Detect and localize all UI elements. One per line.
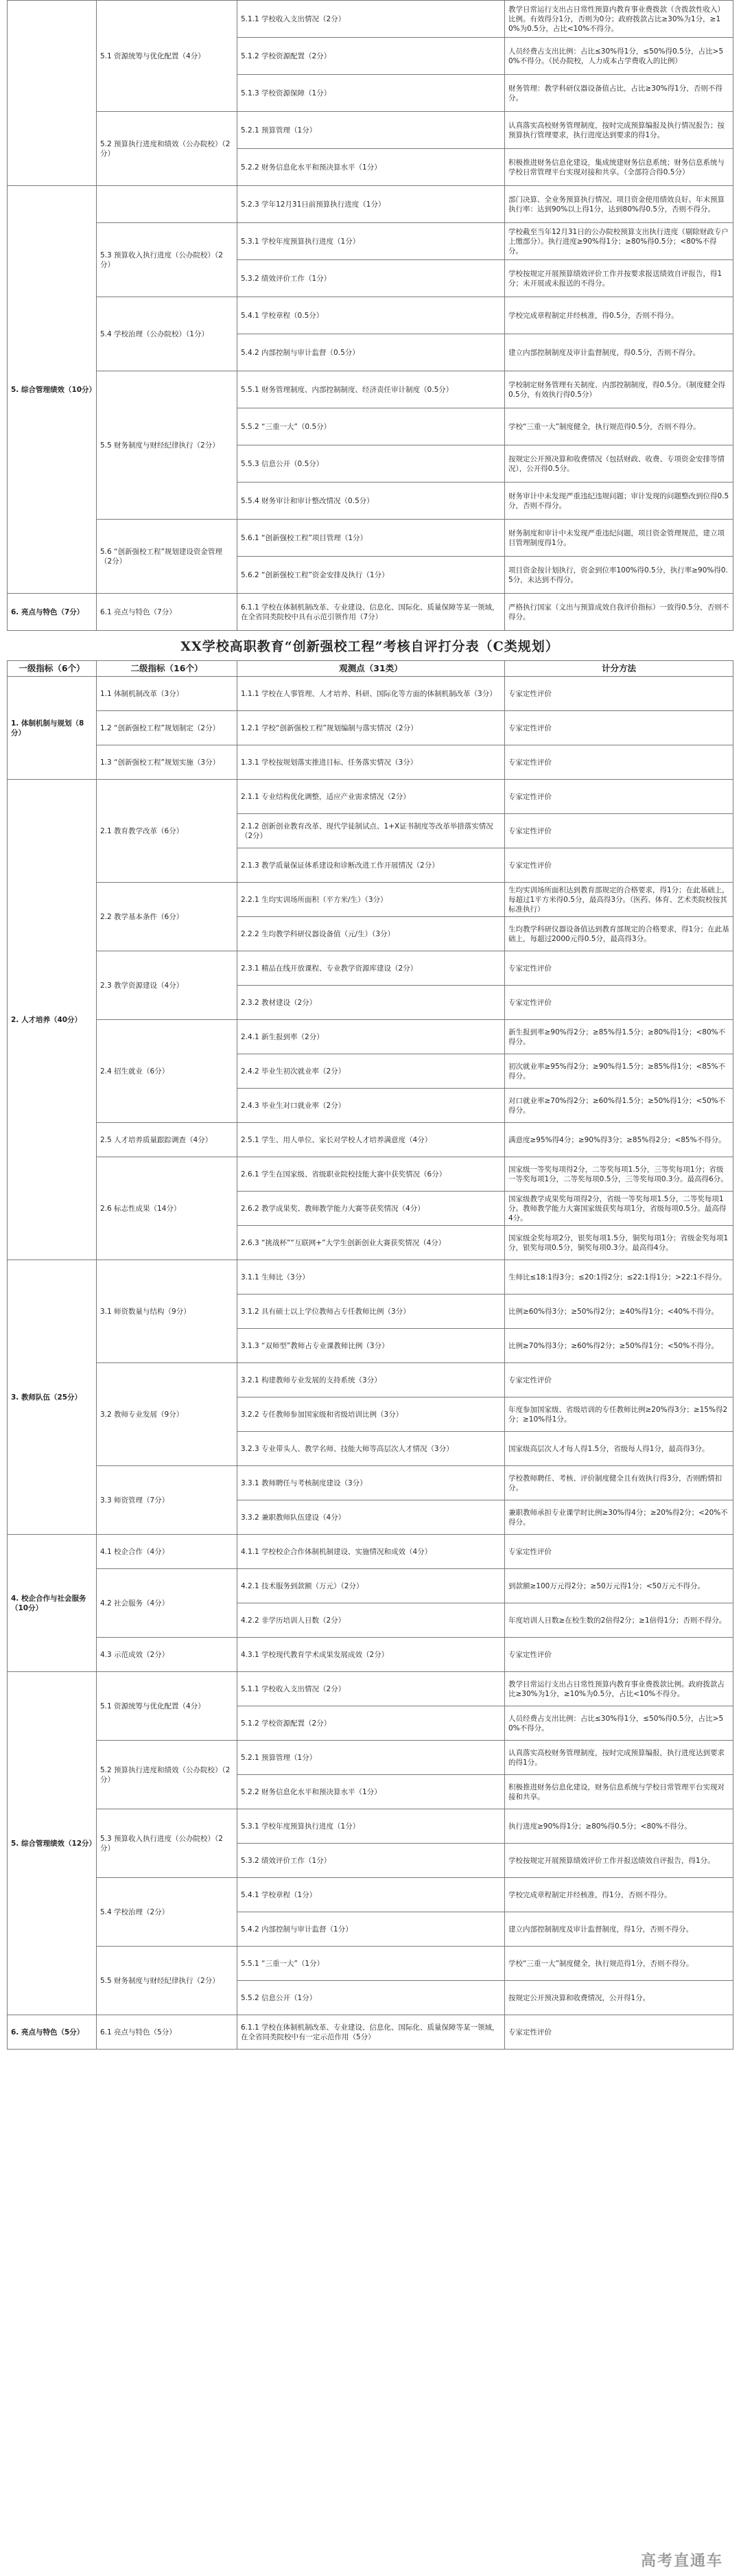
level2-indicator-cell: 6.1 亮点与特色（7分） (97, 594, 237, 631)
scoring-method-cell: 人员经费占支出比例：占比≤30%得1分，≤50%得0.5分，占比>50%不得分。（民办院校，人力成本占学费收入的比例） (505, 38, 733, 75)
observation-point-cell: 5.1.2 学校资源配置（2分） (237, 38, 505, 75)
observation-point-cell: 2.1.2 创新创业教育改革、现代学徒制试点、1+X证书制度等改革举措落实情况（2分） (237, 814, 505, 848)
observation-point-cell: 5.5.2 信息公开（1分） (237, 1981, 505, 2015)
table-row (8, 1, 733, 38)
scoring-method-cell: 建立内部控制制度及审计监督制度，得1分，否则不得分。 (505, 1912, 733, 1947)
scoring-method-cell: 学校完成章程制定并经核准，得1分，否则不得分。 (505, 1878, 733, 1912)
level2-indicator-cell: 2.5 人才培养质量跟踪调查（4分） (97, 1123, 237, 1157)
table-row (8, 1535, 733, 1569)
scoring-method-cell: 生师比≤18:1得3分；≤20:1得2分；≤22:1得1分；>22:1不得分。 (505, 1260, 733, 1295)
table-row (8, 1260, 733, 1295)
table-row (8, 186, 733, 223)
scoring-method-cell: 专家定性评价 (505, 711, 733, 745)
table-row (8, 711, 733, 745)
scoring-table (7, 660, 733, 2050)
scoring-method-cell: 初次就业率≥95%得2分；≥90%得1.5分；≥85%得1分；<85%不得分。 (505, 1054, 733, 1089)
observation-point-cell: 5.6.1 “创新强校工程”项目管理（1分） (237, 520, 505, 557)
scoring-method-cell: 执行进度≥90%得1分；≥80%得0.5分；<80%不得分。 (505, 1809, 733, 1844)
observation-point-cell: 6.1.1 学校在体制机制改革、专业建设、信息化、国际化、质量保障等某一领域，在全省同类院校中有一定示范作用（5分） (237, 2015, 505, 2050)
scoring-method-cell: 认真落实高校财务管理制度，按时完成预算编报及执行情况报告；按预算执行管理要求，执行进度达到要求的得1分。 (505, 112, 733, 149)
scoring-method-cell: 专家定性评价 (505, 986, 733, 1020)
table-row (8, 371, 733, 408)
scoring-method-cell: 专家定性评价 (505, 1535, 733, 1569)
scoring-method-cell: 学校制定财务管理有关制度、内部控制制度，得0.5分。（制度健全得0.5分，有效执行得0.5分） (505, 371, 733, 408)
observation-point-cell: 2.1.3 教学质量保证体系建设和诊断改进工作开展情况（2分） (237, 848, 505, 883)
observation-point-cell: 2.2.2 生均教学科研仪器设备值（元/生）（3分） (237, 917, 505, 951)
level2-indicator-cell: 5.5 财务制度与财经纪律执行（2分） (97, 1947, 237, 2015)
table-row (8, 1466, 733, 1500)
observation-point-cell: 5.2.2 财务信息化水平和预决算水平（1分） (237, 149, 505, 186)
level2-indicator-cell: 1.3 “创新强校工程”规划实施（3分） (97, 745, 237, 780)
scoring-method-cell: 兼职教师承担专业课学时比例≥30%得4分；≥20%得2分；<20%不得分。 (505, 1500, 733, 1535)
level2-indicator-cell: 5.2 预算执行进度和绩效（公办院校）（2分） (97, 1741, 237, 1809)
scoring-method-cell: 专家定性评价 (505, 1638, 733, 1672)
table-header-row (8, 661, 733, 677)
scoring-method-cell: 财务审计中未发现严重违纪违规问题；审计发现的问题整改到位得0.5分，否则不得分。 (505, 483, 733, 520)
level1-indicator-cell: 6. 亮点与特色（7分） (8, 594, 97, 631)
table-row (8, 1638, 733, 1672)
observation-point-cell: 5.5.4 财务审计和审计整改情况（0.5分） (237, 483, 505, 520)
observation-point-cell: 2.4.3 毕业生对口就业率（2分） (237, 1089, 505, 1123)
level1-indicator-cell (8, 1, 97, 186)
level2-indicator-cell (97, 186, 237, 223)
observation-point-cell: 5.4.1 学校章程（0.5分） (237, 297, 505, 334)
scoring-method-cell: 专家定性评价 (505, 745, 733, 780)
scoring-method-cell: 生均教学科研仪器设备值达到教育部规定的合格要求，得1分；在此基础上，每超过2000元得0.5分，最高得3分。 (505, 917, 733, 951)
observation-point-cell: 5.1.1 学校收入支出情况（2分） (237, 1, 505, 38)
table-row (8, 677, 733, 711)
table-row (8, 112, 733, 149)
scoring-method-cell: 国家级一等奖每项得2分，二等奖每项1.5分，三等奖每项1分；省级一等奖每项1分，二等奖每项0.5分，三等奖每项0.3分。最高得6分。 (505, 1157, 733, 1192)
scoring-method-cell: 比例≥70%得3分；≥60%得2分；≥50%得1分；<50%不得分。 (505, 1329, 733, 1363)
level1-indicator-cell: 4. 校企合作与社会服务（10分） (8, 1535, 97, 1672)
table-row (8, 1569, 733, 1603)
scoring-method-cell: 国家级金奖每项2分，银奖每项1.5分，铜奖每项1分；省级金奖每项1分，银奖每项0.5分，铜奖每项0.3分。最高得4分。 (505, 1226, 733, 1260)
table-row (8, 1878, 733, 1912)
observation-point-cell: 4.2.1 技术服务到款额（万元）（2分） (237, 1569, 505, 1603)
level2-indicator-cell: 5.5 财务制度与财经纪律执行（2分） (97, 371, 237, 520)
scoring-method-cell: 国家级教学成果奖每项得2分，省级一等奖每项1.5分，二等奖每项1分。教师教学能力大赛国家级获奖每项1分，省级每项0.5分。最高得4分。 (505, 1192, 733, 1226)
observation-point-cell: 3.3.1 教师聘任与考核制度建设（3分） (237, 1466, 505, 1500)
scoring-method-cell: 学校完成章程制定并经核准，得0.5分，否则不得分。 (505, 297, 733, 334)
table-row (8, 1947, 733, 1981)
level2-indicator-cell: 2.1 教育教学改革（6分） (97, 780, 237, 883)
level2-indicator-cell: 5.6 “创新强校工程”规划建设资金管理（2分） (97, 520, 237, 594)
table-row (8, 951, 733, 986)
scoring-method-cell: 专家定性评价 (505, 780, 733, 814)
table-row (8, 1363, 733, 1397)
observation-point-cell: 5.5.1 “三重一大”（1分） (237, 1947, 505, 1981)
observation-point-cell: 2.1.1 专业结构优化调整，适应产业需求情况（2分） (237, 780, 505, 814)
observation-point-cell: 5.2.1 预算管理（1分） (237, 112, 505, 149)
level2-indicator-cell: 6.1 亮点与特色（5分） (97, 2015, 237, 2050)
level2-indicator-cell: 5.1 资源统筹与优化配置（4分） (97, 1672, 237, 1741)
table-row (8, 594, 733, 631)
table-row (8, 520, 733, 557)
level2-indicator-cell: 5.3 预算收入执行进度（公办院校）（2分） (97, 223, 237, 297)
observation-point-cell: 2.6.2 教学成果奖、教师教学能力大赛等获奖情况（4分） (237, 1192, 505, 1226)
level2-indicator-cell: 5.4 学校治理（2分） (97, 1878, 237, 1947)
level1-indicator-cell: 2. 人才培养（40分） (8, 780, 97, 1260)
table-row (8, 1123, 733, 1157)
scoring-method-cell: 项目资金按计划执行，资金到位率100%得0.5分，执行率≥90%得0.5分，未达到不得分。 (505, 557, 733, 594)
observation-point-cell: 5.1.1 学校收入支出情况（2分） (237, 1672, 505, 1706)
table-row (8, 1157, 733, 1192)
scoring-method-cell: 比例≥60%得3分；≥50%得2分；≥40%得1分；<40%不得分。 (505, 1295, 733, 1329)
level1-indicator-cell: 5. 综合管理绩效（12分） (8, 1672, 97, 2015)
scoring-method-cell: 严格执行国家（文出与预算成效自我评价指标）一致得0.5分，否则不得分。 (505, 594, 733, 631)
scoring-method-cell: 认真落实高校财务管理制度，按时完成预算编报，执行进度达到要求的得1分。 (505, 1741, 733, 1775)
observation-point-cell: 2.3.1 精品在线开放课程、专业教学资源库建设（2分） (237, 951, 505, 986)
scoring-method-cell: 专家定性评价 (505, 814, 733, 848)
observation-point-cell: 5.4.2 内部控制与审计监督（0.5分） (237, 334, 505, 371)
observation-point-cell: 1.3.1 学校按规划落实推进目标、任务落实情况（3分） (237, 745, 505, 780)
scoring-method-cell: 按规定公开预决算和收费情况，公开得1分。 (505, 1981, 733, 2015)
watermark-logo: 高考直通车 (640, 2553, 723, 2570)
observation-point-cell: 4.2.2 非学历培训人日数（2分） (237, 1603, 505, 1638)
header-level1: 一级指标（6个） (8, 661, 97, 677)
scoring-method-cell: 人员经费占支出比例：占比≤30%得1分，≤50%得0.5分，占比>50%不得分。 (505, 1706, 733, 1741)
observation-point-cell: 3.3.2 兼职教师队伍建设（4分） (237, 1500, 505, 1535)
scoring-method-cell: 学校“三重一大”制度健全，执行规范得1分，否则不得分。 (505, 1947, 733, 1981)
scoring-method-cell: 国家级高层次人才每人得1.5分，省级每人得1分，最高得3分。 (505, 1432, 733, 1466)
scoring-method-cell: 学校按规定开展预算绩效评价工作并报送绩效自评报告，得1分。 (505, 1844, 733, 1878)
scoring-method-cell: 按规定公开预决算和收费情况（包括财政、收费、专项资金安排等情况），公开得0.5分。 (505, 445, 733, 483)
scoring-method-cell: 学校按规定开展预算绩效评价工作并按要求报送绩效自评报告，得1分；未开展或未报送的不得分。 (505, 260, 733, 297)
header-scoring-method: 计分方法 (505, 661, 733, 677)
level2-indicator-cell: 4.2 社会服务（4分） (97, 1569, 237, 1638)
table-row (8, 1741, 733, 1775)
level2-indicator-cell: 5.2 预算执行进度和绩效（公办院校）（2分） (97, 112, 237, 186)
observation-point-cell: 5.5.3 信息公开（0.5分） (237, 445, 505, 483)
scoring-method-cell: 到款额≥100万元得2分；≥50万元得1分；<50万元不得分。 (505, 1569, 733, 1603)
scoring-method-cell: 生均实训场所面积达到教育部规定的合格要求，得1分；在此基础上，每超过1平方米得0.5分，最高得3分。（医药、体育、艺术类院校按其标准执行） (505, 883, 733, 917)
observation-point-cell: 5.2.1 预算管理（1分） (237, 1741, 505, 1775)
level2-indicator-cell: 2.4 招生就业（6分） (97, 1020, 237, 1123)
top-table (7, 0, 733, 631)
observation-point-cell: 5.1.2 学校资源配置（2分） (237, 1706, 505, 1741)
scoring-method-cell: 专家定性评价 (505, 848, 733, 883)
scoring-method-cell: 教学日常运行支出占日常性预算内教育事业费拨款比例。政府拨款占比≥30%为1分，≥10%为0.5分，占比<10%不得分。 (505, 1672, 733, 1706)
scoring-method-cell: 新生报到率≥90%得2分；≥85%得1.5分；≥80%得1分；<80%不得分。 (505, 1020, 733, 1054)
level2-indicator-cell: 2.2 教学基本条件（6分） (97, 883, 237, 951)
scoring-method-cell: 财务制度和审计中未发现严重违纪问题，项目资金管理规范，建立项目管理制度得1分。 (505, 520, 733, 557)
header-observation: 观测点（31类） (237, 661, 505, 677)
observation-point-cell: 5.3.1 学校年度预算执行进度（1分） (237, 223, 505, 260)
scoring-table-body (8, 677, 733, 2050)
observation-point-cell: 2.6.3 “挑战杯”“互联网+”大学生创新创业大赛获奖情况（4分） (237, 1226, 505, 1260)
observation-point-cell: 3.2.2 专任教师参加国家级和省级培训比例（3分） (237, 1397, 505, 1432)
level1-indicator-cell: 3. 教师队伍（25分） (8, 1260, 97, 1535)
level2-indicator-cell: 5.3 预算收入执行进度（公办院校）（2分） (97, 1809, 237, 1878)
scoring-method-cell: 部门决算、全业务预算执行情况、项目资金使用绩效良好。年末预算执行率：达到90%以上得1分，达到80%得0.5分，否则不得分。 (505, 186, 733, 223)
table-row (8, 780, 733, 814)
observation-point-cell: 5.5.1 财务管理制度、内部控制制度、经济责任审计制度（0.5分） (237, 371, 505, 408)
level2-indicator-cell: 4.3 示范成效（2分） (97, 1638, 237, 1672)
scoring-method-cell: 建立内部控制制度及审计监督制度，得0.5分，否则不得分。 (505, 334, 733, 371)
level2-indicator-cell: 1.1 体制机制改革（3分） (97, 677, 237, 711)
scoring-method-cell: 对口就业率≥70%得2分；≥60%得1.5分；≥50%得1分；<50%不得分。 (505, 1089, 733, 1123)
level1-indicator-cell: 5. 综合管理绩效（10分） (8, 186, 97, 594)
level2-indicator-cell: 2.6 标志性成果（14分） (97, 1157, 237, 1260)
header-level2: 二级指标（16个） (97, 661, 237, 677)
document-title: XX学校高职教育“创新强校工程”考核自评打分表（C类规划） (180, 639, 559, 654)
scoring-method-cell: 满意度≥95%得4分；≥90%得3分；≥85%得2分；<85%不得分。 (505, 1123, 733, 1157)
level1-indicator-cell: 1. 体制机制与规划（8分） (8, 677, 97, 780)
observation-point-cell: 5.2.3 学年12月31日前预算执行进度（1分） (237, 186, 505, 223)
table-row (8, 2015, 733, 2050)
table-row (8, 223, 733, 260)
level2-indicator-cell: 3.2 教师专业发展（9分） (97, 1363, 237, 1466)
observation-point-cell: 2.4.2 毕业生初次就业率（2分） (237, 1054, 505, 1089)
level2-indicator-cell: 4.1 校企合作（4分） (97, 1535, 237, 1569)
table-row (8, 883, 733, 917)
scoring-method-cell: 专家定性评价 (505, 677, 733, 711)
scoring-method-cell: 学校“三重一大”制度健全，执行规范得0.5分，否则不得分。 (505, 408, 733, 445)
level2-indicator-cell: 3.3 师资管理（7分） (97, 1466, 237, 1535)
table-row (8, 1809, 733, 1844)
scoring-method-cell: 学校教师聘任、考核、评价制度健全且有效执行得3分，否则酌情扣分。 (505, 1466, 733, 1500)
scoring-method-cell: 专家定性评价 (505, 2015, 733, 2050)
level2-indicator-cell: 5.4 学校治理（公办院校）（1分） (97, 297, 237, 371)
level2-indicator-cell: 1.2 “创新强校工程”规划制定（2分） (97, 711, 237, 745)
observation-point-cell: 5.3.2 绩效评价工作（1分） (237, 260, 505, 297)
observation-point-cell: 3.1.3 “双师型”教师占专业课教师比例（3分） (237, 1329, 505, 1363)
scoring-method-cell: 教学日常运行支出占日常性预算内教育事业费拨款（含拨款性收入）比例。有效得分1分，否则为0分；政府拨款占比≥30%为1分，≥10%为0.5分，占比<10%不得分。 (505, 1, 733, 38)
observation-point-cell: 4.1.1 学校校企合作体制机制建设、实施情况和成效（4分） (237, 1535, 505, 1569)
table-row (8, 745, 733, 780)
table-row (8, 297, 733, 334)
observation-point-cell: 1.2.1 学校“创新强校工程”规划编制与落实情况（2分） (237, 711, 505, 745)
observation-point-cell: 4.3.1 学校现代教育学术成果发展成效（2分） (237, 1638, 505, 1672)
observation-point-cell: 3.2.3 专业带头人、教学名师、技能大师等高层次人才情况（3分） (237, 1432, 505, 1466)
scoring-method-cell: 年度培训人日数≥在校生数的2倍得2分；≥1倍得1分；否则不得分。 (505, 1603, 733, 1638)
observation-point-cell: 3.2.1 构建教师专业发展的支持系统（3分） (237, 1363, 505, 1397)
observation-point-cell: 5.4.1 学校章程（1分） (237, 1878, 505, 1912)
scoring-method-cell: 财务管理：教学科研仪器设备值占比，占比≥30%得1分，否则不得分。 (505, 75, 733, 112)
table-row (8, 1020, 733, 1054)
observation-point-cell: 5.4.2 内部控制与审计监督（1分） (237, 1912, 505, 1947)
level2-indicator-cell: 2.3 教学资源建设（4分） (97, 951, 237, 1020)
level2-indicator-cell: 3.1 师资数量与结构（9分） (97, 1260, 237, 1363)
level1-indicator-cell: 6. 亮点与特色（5分） (8, 2015, 97, 2050)
scoring-method-cell: 积极推进财务信息化建设，财务信息系统与学校日常管理平台实现对接和共享。 (505, 1775, 733, 1809)
observation-point-cell: 5.1.3 学校资源保障（1分） (237, 75, 505, 112)
observation-point-cell: 2.3.2 教材建设（2分） (237, 986, 505, 1020)
scoring-method-cell: 专家定性评价 (505, 951, 733, 986)
scoring-method-cell: 积极推进财务信息化建设，集成统建财务信息系统；财务信息系统与学校日常管理平台实现对接和共享。（全部符合得0.5分） (505, 149, 733, 186)
scoring-method-cell: 年度参加国家级、省级培训的专任教师比例≥20%得3分；≥15%得2分；≥10%得1分。 (505, 1397, 733, 1432)
observation-point-cell: 5.3.2 绩效评价工作（1分） (237, 1844, 505, 1878)
observation-point-cell: 6.1.1 学校在体制机制改革、专业建设、信息化、国际化、质量保障等某一领域，在全省同类院校中具有示范引领作用（7分） (237, 594, 505, 631)
observation-point-cell: 5.6.2 “创新强校工程”资金安排及执行（1分） (237, 557, 505, 594)
observation-point-cell: 5.3.1 学校年度预算执行进度（1分） (237, 1809, 505, 1844)
observation-point-cell: 2.4.1 新生报到率（2分） (237, 1020, 505, 1054)
table-row (8, 1672, 733, 1706)
observation-point-cell: 3.1.1 生师比（3分） (237, 1260, 505, 1295)
observation-point-cell: 2.2.1 生均实训场所面积（平方米/生）（3分） (237, 883, 505, 917)
level2-indicator-cell: 5.1 资源统筹与优化配置（4分） (97, 1, 237, 112)
observation-point-cell: 3.1.2 具有硕士以上学位教师占专任教师比例（3分） (237, 1295, 505, 1329)
observation-point-cell: 2.6.1 学生在国家级、省级职业院校技能大赛中获奖情况（6分） (237, 1157, 505, 1192)
scoring-method-cell: 专家定性评价 (505, 1363, 733, 1397)
observation-point-cell: 1.1.1 学校在人事管理、人才培养、科研、国际化等方面的体制机制改革（3分） (237, 677, 505, 711)
scoring-method-cell: 学校截至当年12月31日的公办院校预算支出执行进度（剔除财政专户上缴部分）。执行进度≥90%得1分；≥80%得0.5分；<80%不得分。 (505, 223, 733, 260)
observation-point-cell: 5.5.2 “三重一大”（0.5分） (237, 408, 505, 445)
observation-point-cell: 5.2.2 财务信息化水平和预决算水平（1分） (237, 1775, 505, 1809)
top-table-body (8, 1, 733, 631)
document-page (7, 0, 733, 2050)
observation-point-cell: 2.5.1 学生、用人单位、家长对学校人才培养满意度（4分） (237, 1123, 505, 1157)
